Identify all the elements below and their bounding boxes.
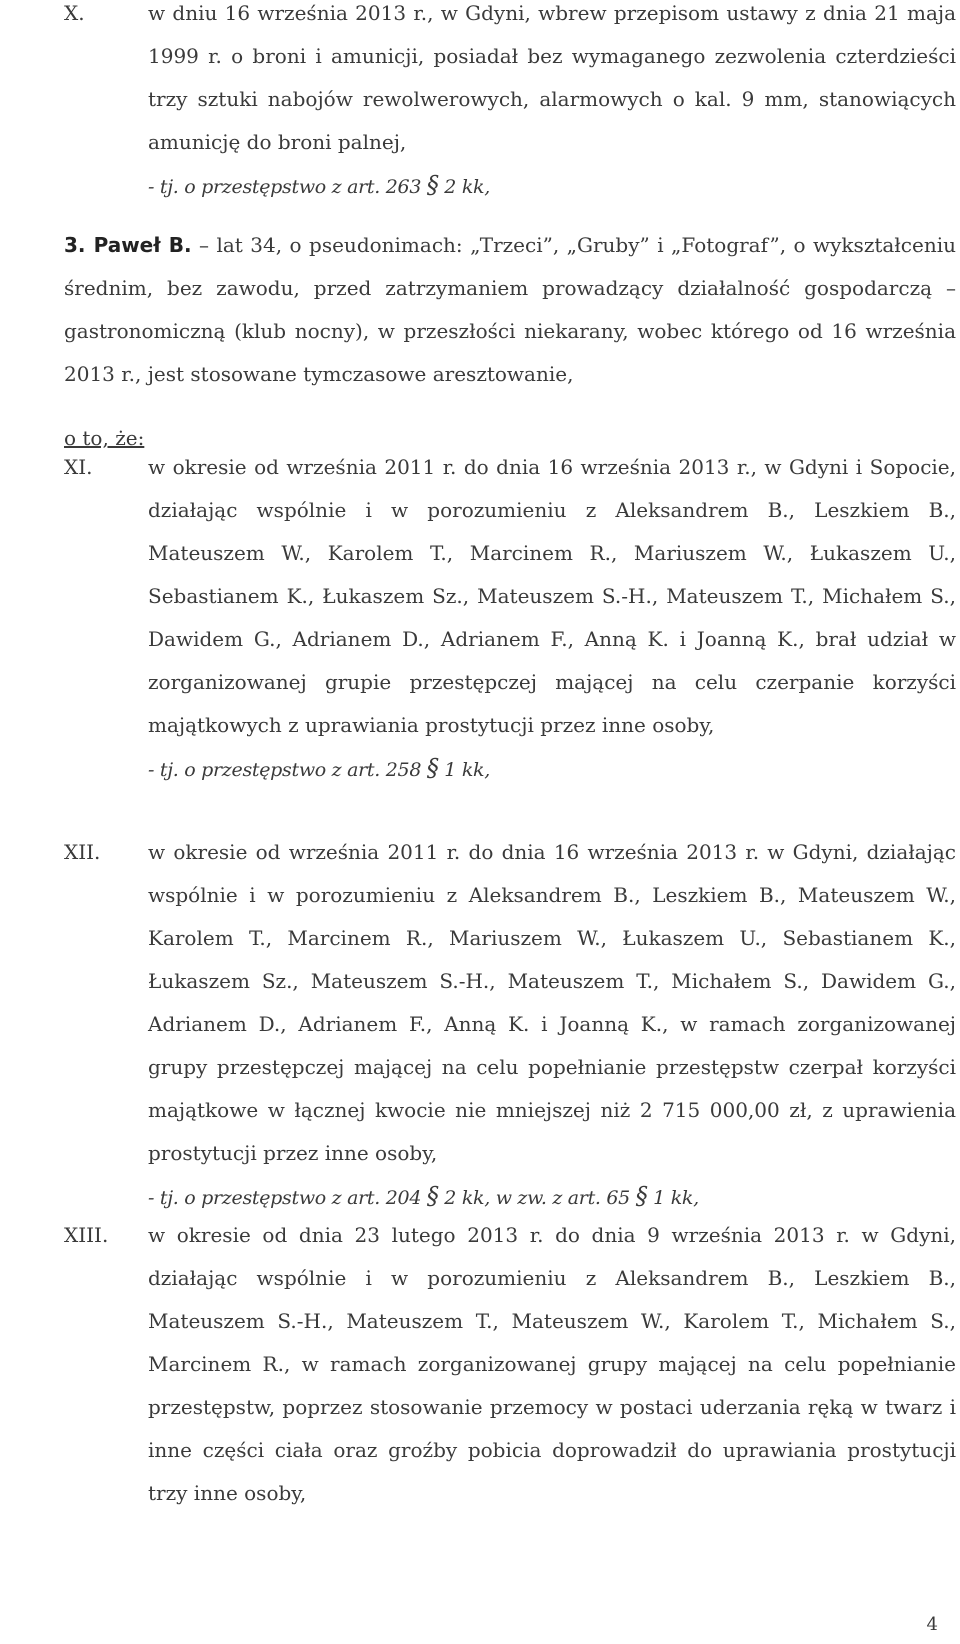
charge-number: XI. [64,455,93,479]
charge-body [148,446,956,792]
section-sign: § [426,1182,439,1210]
charge-number: XIII. [64,1223,109,1247]
legal-qualification: - tj. o przestępstwo z art. 258 § 1 kk, [148,754,490,782]
section-sign: § [426,754,439,782]
legal-qualification: - tj. o przestępstwo z art. 204 § 2 kk, w zw. z art. 65 § 1 kk, [148,1182,699,1210]
section-sign: § [426,171,439,199]
defendant-description [64,224,956,396]
charge-number: XII. [64,840,101,864]
charge-text: w okresie od września 2011 r. do dnia 16 września 2013 r. w Gdyni, działając wspólnie i w porozumieniu z Aleksandrem B., Leszkiem B., Mateuszem W., Karolem T., Marcinem R., Mariuszem W., Łukaszem U., Sebastianem K., Łukaszem Sz., Mateuszem S.-H., Mateuszem T., Michałem S., Dawidem G., Adrianem D., Adrianem F., Anną K. i Joanną K., w ramach zorganizowanej grupy przestępczej mającej na celu popełnianie przestępstw czerpał korzyści majątkowe w łącznej kwocie nie mniejszej niż 2 715 000,00 zł, z uprawienia prostytucji przez inne osoby, [148,840,956,1165]
defendant-name: 3. Paweł B. [64,233,192,257]
charge-body [148,831,956,1220]
section-sign: § [635,1182,648,1210]
charge-number: X. [64,1,85,25]
charge-text: w okresie od dnia 23 lutego 2013 r. do dnia 9 września 2013 r. w Gdyni, działając wspólnie i w porozumieniu z Aleksandrem B., Leszkiem B., Mateuszem S.-H., Mateuszem T., Mateuszem W., Karolem T., Michałem S., Marcinem R., w ramach zorganizowanej grupy mającej na celu popełnianie przestępstw, poprzez stosowanie przemocy w postaci uderzania ręką w twarz i inne części ciała oraz groźby pobicia doprowadził do uprawiania prostytucji trzy inne osoby, [148,1223,956,1505]
charge-text: w okresie od września 2011 r. do dnia 16 września 2013 r., w Gdyni i Sopocie, działając wspólnie i w porozumieniu z Aleksandrem B., Leszkiem B., Mateuszem W., Karolem T., Marcinem R., Mariuszem W., Łukaszem U., Sebastianem K., Łukaszem Sz., Mateuszem S.-H., Mateuszem T., Michałem S., Dawidem G., Adrianem D., Adrianem F., Anną K. i Joanną K., brał udział w zorganizowanej grupie przestępczej mającej na celu czerpanie korzyści majątkowych z uprawiania prostytucji przez inne osoby, [148,455,956,737]
charge-body [148,0,956,209]
charge-intro: o to, że: [64,426,145,450]
page-number: 4 [926,1614,938,1635]
defendant-details: – lat 34, o pseudonimach: „Trzeci”, „Gruby” i „Fotograf”, o wykształceniu średnim, bez zawodu, przed zatrzymaniem prowadzący działalność gospodarczą – gastronomiczną (klub nocny), w przeszłości niekarany, wobec którego od 16 września 2013 r., jest stosowane tymczasowe aresztowanie, [64,233,956,386]
charge-text: w dniu 16 września 2013 r., w Gdyni, wbrew przepisom ustawy z dnia 21 maja 1999 r. o broni i amunicji, posiadał bez wymaganego zezwolenia czterdzieści trzy sztuki nabojów rewolwerowych, alarmowych o kal. 9 mm, stanowiących amunicję do broni palnej, [148,1,956,154]
legal-qualification: - tj. o przestępstwo z art. 263 § 2 kk, [148,171,490,199]
charge-body [148,1214,956,1515]
